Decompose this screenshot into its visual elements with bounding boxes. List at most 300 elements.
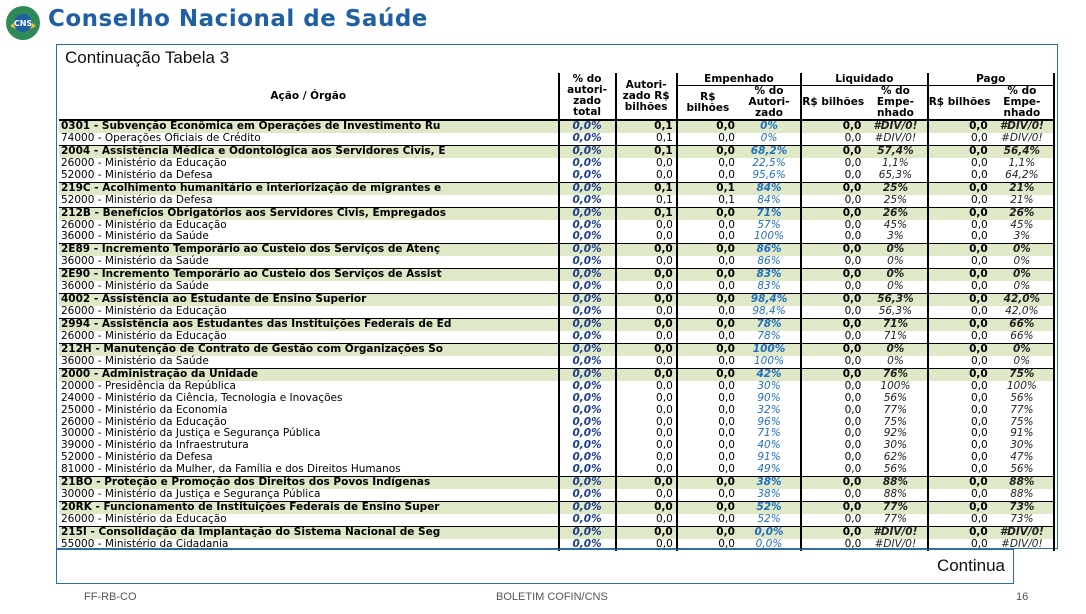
cell-liq: 0,0 bbox=[801, 368, 864, 380]
cell-pct: 0,0% bbox=[559, 231, 616, 243]
cell-emp: 0,1 bbox=[677, 182, 738, 194]
cell-pct: 0,0% bbox=[559, 381, 616, 393]
cell-pct: 0,0% bbox=[559, 539, 616, 551]
cell-emp: 0,0 bbox=[677, 381, 738, 393]
cell-emp: 0,0 bbox=[677, 452, 738, 464]
table-row-orgao bbox=[59, 405, 1054, 417]
cell-aut: 0,0 bbox=[616, 381, 677, 393]
cell-pct: 0,0% bbox=[559, 319, 616, 331]
cell-aut: 0,0 bbox=[616, 489, 677, 501]
table-row-orgao bbox=[59, 464, 1054, 476]
cell-aut: 0,0 bbox=[616, 405, 677, 417]
cell-emp: 0,0 bbox=[677, 120, 738, 133]
brand-title: Conselho Nacional de Saúde bbox=[48, 6, 428, 32]
cell-emp-pct: 38% bbox=[738, 477, 801, 489]
cell-pct: 0,0% bbox=[559, 440, 616, 452]
col-header-acao: Ação / Órgão bbox=[59, 73, 559, 120]
table-row-orgao bbox=[59, 356, 1054, 368]
cell-emp-pct: 38% bbox=[757, 488, 781, 501]
cell-pct: 0,0% bbox=[559, 405, 616, 417]
cell-emp-pct: 71% bbox=[757, 427, 781, 440]
cell-emp-pct: 0,0% bbox=[755, 537, 783, 550]
cell-liq: 0,0 bbox=[801, 170, 864, 182]
cell-aut: 0,0 bbox=[616, 502, 677, 514]
cell-emp-pct: 83% bbox=[757, 280, 781, 293]
cell-pago: 0,0 bbox=[928, 231, 991, 243]
cell-pago-pct: #DIV/0! bbox=[991, 133, 1054, 145]
cell-liq-pct: 88% bbox=[864, 477, 927, 489]
cell-pct: 0,0% bbox=[559, 356, 616, 368]
cell-pago-pct: 66% bbox=[991, 319, 1054, 331]
cell-pct: 0,0% bbox=[559, 170, 616, 182]
cell-pago-pct: 45% bbox=[991, 220, 1054, 232]
cell-liq-pct: 57,4% bbox=[864, 145, 927, 157]
cell-pago-pct: 0% bbox=[991, 269, 1054, 281]
cell-label: 2E89 - Incremento Temporário ao Custeio dos Serviços de Atenç bbox=[59, 244, 559, 256]
cell-liq-pct: 62% bbox=[883, 451, 908, 464]
cell-pago: 0,0 bbox=[928, 319, 991, 331]
cell-pago: 0,0 bbox=[928, 502, 991, 514]
cell-emp-pct: 84% bbox=[757, 193, 781, 206]
table-row-acao bbox=[59, 526, 1054, 538]
cell-pago-pct: #DIV/0! bbox=[991, 120, 1054, 133]
cell-liq: 0,0 bbox=[801, 294, 864, 306]
cell-pct: 0,0% bbox=[559, 428, 616, 440]
cell-pago-pct: 30% bbox=[991, 440, 1054, 452]
cell-liq-pct: 71% bbox=[883, 329, 908, 342]
cell-pago-pct: 26% bbox=[991, 207, 1054, 219]
cell-emp: 0,0 bbox=[677, 244, 738, 256]
cell-pct: 0,0% bbox=[559, 343, 616, 355]
table-row-orgao bbox=[59, 331, 1054, 343]
cell-liq: 0,0 bbox=[801, 502, 864, 514]
cell-emp-pct: 83% bbox=[738, 269, 801, 281]
budget-table bbox=[59, 73, 1055, 551]
col-group-pago: Pago bbox=[928, 73, 1054, 86]
cell-aut: 0,0 bbox=[616, 539, 677, 551]
cell-pago-pct: 88% bbox=[991, 489, 1054, 501]
cell-pago-pct: 100% bbox=[991, 381, 1054, 393]
cell-label: 0301 - Subvenção Econômica em Operações de Investimento Ru bbox=[59, 120, 559, 133]
cell-emp-pct: 78% bbox=[757, 329, 781, 342]
content-panel bbox=[56, 44, 1058, 549]
cell-aut: 0,0 bbox=[616, 294, 677, 306]
cell-aut: 0,0 bbox=[616, 393, 677, 405]
table-body bbox=[59, 120, 1054, 551]
cell-pago: 0,0 bbox=[928, 158, 991, 170]
cell-emp: 0,0 bbox=[677, 158, 738, 170]
cell-emp: 0,0 bbox=[677, 393, 738, 405]
cell-aut: 0,0 bbox=[616, 244, 677, 256]
cell-liq-pct: #DIV/0! bbox=[864, 526, 927, 538]
cell-pct: 0,0% bbox=[559, 120, 616, 133]
cell-aut: 0,0 bbox=[616, 319, 677, 331]
cell-aut: 0,0 bbox=[616, 417, 677, 429]
cell-pago-pct: 64,2% bbox=[991, 170, 1054, 182]
cell-liq-pct: 45% bbox=[883, 218, 908, 231]
cell-label: 36000 - Ministério da Saúde bbox=[61, 280, 209, 293]
cell-pago: 0,0 bbox=[928, 405, 991, 417]
cell-emp-pct: 57% bbox=[757, 218, 781, 231]
cell-emp: 0,0 bbox=[677, 331, 738, 343]
cell-emp: 0,0 bbox=[677, 145, 738, 157]
cell-liq: 0,0 bbox=[801, 145, 864, 157]
cell-liq: 0,0 bbox=[801, 539, 864, 551]
cell-label: 26000 - Ministério da Educação bbox=[61, 513, 227, 526]
col-header-liquidado-pct: % do Empe-nhado bbox=[864, 86, 927, 121]
cell-liq: 0,0 bbox=[801, 331, 864, 343]
cell-aut: 0,1 bbox=[616, 195, 677, 207]
cell-label: 219C - Acolhimento humanitário e interiorização de migrantes e bbox=[59, 182, 559, 194]
table-row-orgao bbox=[59, 158, 1054, 170]
cell-pago: 0,0 bbox=[928, 356, 991, 368]
page-number: 16 bbox=[1016, 591, 1029, 603]
col-header-empenhado-pct: % do Autori-zado bbox=[738, 86, 801, 121]
continua-box bbox=[56, 549, 1014, 584]
cell-pago: 0,0 bbox=[928, 331, 991, 343]
cell-aut: 0,0 bbox=[616, 220, 677, 232]
cell-pct: 0,0% bbox=[559, 244, 616, 256]
cell-pago: 0,0 bbox=[928, 244, 991, 256]
cell-pago: 0,0 bbox=[928, 464, 991, 476]
cell-liq: 0,0 bbox=[801, 477, 864, 489]
cell-emp-pct: 30% bbox=[757, 379, 781, 392]
cell-liq: 0,0 bbox=[801, 393, 864, 405]
cell-liq: 0,0 bbox=[801, 489, 864, 501]
cell-pct: 0,0% bbox=[559, 417, 616, 429]
cell-liq: 0,0 bbox=[801, 526, 864, 538]
cell-label: 39000 - Ministério da Infraestrutura bbox=[61, 439, 249, 452]
logo-text: CNS bbox=[13, 19, 33, 28]
cell-emp-pct: 100% bbox=[738, 343, 801, 355]
cell-aut: 0,0 bbox=[616, 158, 677, 170]
cell-emp: 0,0 bbox=[677, 502, 738, 514]
cell-pago: 0,0 bbox=[928, 269, 991, 281]
cell-liq-pct: 0% bbox=[864, 269, 927, 281]
cell-emp: 0,0 bbox=[677, 514, 738, 526]
cell-pago: 0,0 bbox=[928, 120, 991, 133]
cell-label: 26000 - Ministério da Educação bbox=[61, 305, 227, 318]
cell-liq-pct: #DIV/0! bbox=[874, 537, 917, 550]
cell-pago: 0,0 bbox=[928, 343, 991, 355]
cell-aut: 0,0 bbox=[616, 231, 677, 243]
cell-pago-pct: 91% bbox=[991, 428, 1054, 440]
cell-liq: 0,0 bbox=[801, 269, 864, 281]
cell-emp: 0,0 bbox=[677, 207, 738, 219]
cell-aut: 0,0 bbox=[616, 514, 677, 526]
cell-pago: 0,0 bbox=[928, 393, 991, 405]
cell-pago-pct: 73% bbox=[991, 502, 1054, 514]
cell-pct: 0,0% bbox=[559, 464, 616, 476]
cell-aut: 0,1 bbox=[616, 120, 677, 133]
cell-liq-pct: 92% bbox=[883, 427, 908, 440]
cell-pago: 0,0 bbox=[928, 220, 991, 232]
cell-pago: 0,0 bbox=[928, 281, 991, 293]
table-row-orgao bbox=[59, 393, 1054, 405]
cell-liq: 0,0 bbox=[801, 207, 864, 219]
cell-pago: 0,0 bbox=[928, 207, 991, 219]
cell-pago: 0,0 bbox=[928, 539, 991, 551]
cell-liq: 0,0 bbox=[801, 306, 864, 318]
cell-emp-pct: 71% bbox=[738, 207, 801, 219]
col-header-pct-autorizado-total: % do autori-zado total bbox=[559, 73, 616, 120]
col-header-pago-rs: R$ bilhões bbox=[928, 86, 991, 121]
table-row-acao bbox=[59, 145, 1054, 157]
cell-emp-pct: 32% bbox=[757, 403, 781, 416]
cell-label: 36000 - Ministério da Saúde bbox=[61, 255, 209, 268]
cell-emp: 0,0 bbox=[677, 306, 738, 318]
cell-emp-pct: 91% bbox=[757, 451, 781, 464]
table-row-orgao bbox=[59, 281, 1054, 293]
cell-liq: 0,0 bbox=[801, 231, 864, 243]
cell-emp: 0,0 bbox=[677, 464, 738, 476]
cell-label: 30000 - Ministério da Justiça e Segurança Pública bbox=[61, 488, 321, 501]
cell-emp-pct: 49% bbox=[757, 463, 781, 476]
cell-label: 36000 - Ministério da Saúde bbox=[61, 230, 209, 243]
cell-liq: 0,0 bbox=[801, 440, 864, 452]
cell-pct: 0,0% bbox=[559, 331, 616, 343]
cell-liq-pct: 71% bbox=[864, 319, 927, 331]
cell-pago: 0,0 bbox=[928, 440, 991, 452]
cell-label: 36000 - Ministério da Saúde bbox=[61, 354, 209, 367]
cell-emp: 0,0 bbox=[677, 489, 738, 501]
cell-pct: 0,0% bbox=[559, 182, 616, 194]
cell-pago-pct: #DIV/0! bbox=[991, 526, 1054, 538]
cell-pago: 0,0 bbox=[928, 477, 991, 489]
cell-pago-pct: 56% bbox=[991, 464, 1054, 476]
cell-pago-pct: 56% bbox=[991, 393, 1054, 405]
table-row-orgao bbox=[59, 170, 1054, 182]
cell-emp-pct: 42% bbox=[738, 368, 801, 380]
cell-pct: 0,0% bbox=[559, 477, 616, 489]
cell-pct: 0,0% bbox=[559, 526, 616, 538]
cell-pct: 0,0% bbox=[559, 269, 616, 281]
cell-label: 26000 - Ministério da Educação bbox=[61, 156, 227, 169]
cell-emp: 0,0 bbox=[677, 343, 738, 355]
cell-liq-pct: 75% bbox=[883, 415, 908, 428]
cell-pago-pct: 73% bbox=[991, 514, 1054, 526]
cell-pago-pct: 88% bbox=[991, 477, 1054, 489]
cell-liq: 0,0 bbox=[801, 381, 864, 393]
table-row-orgao bbox=[59, 256, 1054, 268]
cell-pago: 0,0 bbox=[928, 256, 991, 268]
col-header-pago-pct: % do Empe-nhado bbox=[991, 86, 1054, 121]
cell-aut: 0,0 bbox=[616, 343, 677, 355]
cell-pago-pct: 0% bbox=[991, 343, 1054, 355]
cell-emp-pct: 22,5% bbox=[752, 156, 786, 169]
cell-emp: 0,0 bbox=[677, 231, 738, 243]
cell-pago: 0,0 bbox=[928, 489, 991, 501]
cell-label: 26000 - Ministério da Educação bbox=[61, 329, 227, 342]
cell-aut: 0,0 bbox=[616, 428, 677, 440]
cell-pago-pct: 75% bbox=[991, 417, 1054, 429]
table-row-acao bbox=[59, 182, 1054, 194]
cell-pago: 0,0 bbox=[928, 294, 991, 306]
cell-liq: 0,0 bbox=[801, 356, 864, 368]
table-row-acao bbox=[59, 207, 1054, 219]
table-row-orgao bbox=[59, 231, 1054, 243]
cell-pago: 0,0 bbox=[928, 195, 991, 207]
cell-emp: 0,0 bbox=[677, 269, 738, 281]
cell-emp-pct: 95,6% bbox=[752, 168, 786, 181]
cell-liq-pct: 3% bbox=[887, 230, 904, 243]
cell-pago: 0,0 bbox=[928, 133, 991, 145]
cell-emp-pct: 52% bbox=[757, 513, 781, 526]
cell-label: 81000 - Ministério da Mulher, da Família e dos Direitos Humanos bbox=[61, 463, 401, 476]
cell-pago-pct: 0% bbox=[991, 281, 1054, 293]
cell-liq: 0,0 bbox=[801, 133, 864, 145]
cell-label: 26000 - Ministério da Educação bbox=[61, 415, 227, 428]
cell-emp-pct: 68,2% bbox=[738, 145, 801, 157]
cell-label: 2004 - Assistência Médica e Odontológica aos Servidores Civis, E bbox=[59, 145, 559, 157]
cell-pct: 0,0% bbox=[559, 489, 616, 501]
cell-liq-pct: 77% bbox=[864, 502, 927, 514]
footer-left: FF-RB-CO bbox=[84, 591, 137, 603]
cell-aut: 0,1 bbox=[616, 207, 677, 219]
cell-liq-pct: 0% bbox=[887, 255, 904, 268]
cell-emp: 0,0 bbox=[677, 170, 738, 182]
cell-liq: 0,0 bbox=[801, 182, 864, 194]
cell-emp: 0,0 bbox=[677, 294, 738, 306]
cell-pct: 0,0% bbox=[559, 145, 616, 157]
cell-liq-pct: 25% bbox=[864, 182, 927, 194]
cell-label: 30000 - Ministério da Justiça e Segurança Pública bbox=[61, 427, 321, 440]
cell-pago: 0,0 bbox=[928, 428, 991, 440]
cell-emp: 0,0 bbox=[677, 477, 738, 489]
cell-liq-pct: 30% bbox=[883, 439, 908, 452]
cell-pct: 0,0% bbox=[559, 306, 616, 318]
cell-aut: 0,0 bbox=[616, 356, 677, 368]
cell-emp-pct: 100% bbox=[753, 354, 785, 367]
cell-aut: 0,1 bbox=[616, 182, 677, 194]
cell-pago-pct: 21% bbox=[991, 195, 1054, 207]
table-row-orgao bbox=[59, 514, 1054, 526]
cell-emp: 0,0 bbox=[677, 368, 738, 380]
cell-emp-pct: 0% bbox=[760, 131, 778, 144]
cell-liq: 0,0 bbox=[801, 244, 864, 256]
cell-emp-pct: 100% bbox=[753, 230, 785, 243]
cell-pago-pct: 42,0% bbox=[991, 306, 1054, 318]
cell-liq-pct: 56% bbox=[883, 463, 908, 476]
cell-pago-pct: #DIV/0! bbox=[991, 539, 1054, 551]
cell-emp: 0,0 bbox=[677, 256, 738, 268]
cell-label: 52000 - Ministério da Defesa bbox=[61, 193, 213, 206]
cell-pct: 0,0% bbox=[559, 393, 616, 405]
table-row-orgao bbox=[59, 489, 1054, 501]
cell-pct: 0,0% bbox=[559, 294, 616, 306]
col-header-liquidado-rs: R$ bilhões bbox=[801, 86, 864, 121]
cell-liq: 0,0 bbox=[801, 405, 864, 417]
table-row-orgao bbox=[59, 195, 1054, 207]
cell-label: 212B - Benefícios Obrigatórios aos Servidores Civis, Empregados bbox=[59, 207, 559, 219]
cell-pago-pct: 3% bbox=[991, 231, 1054, 243]
cell-liq: 0,0 bbox=[801, 158, 864, 170]
cell-liq-pct: 0% bbox=[887, 354, 904, 367]
cell-aut: 0,0 bbox=[616, 306, 677, 318]
cell-pago-pct: 75% bbox=[991, 368, 1054, 380]
footer-center: BOLETIM COFIN/CNS bbox=[496, 591, 608, 603]
cell-pct: 0,0% bbox=[559, 195, 616, 207]
cell-liq-pct: 0% bbox=[864, 343, 927, 355]
table-row-acao bbox=[59, 368, 1054, 380]
cell-liq: 0,0 bbox=[801, 120, 864, 133]
cell-label: 25000 - Ministério da Economia bbox=[61, 403, 228, 416]
cell-liq: 0,0 bbox=[801, 417, 864, 429]
cell-emp: 0,0 bbox=[677, 440, 738, 452]
cell-emp-pct: 84% bbox=[738, 182, 801, 194]
cell-label: 21BO - Proteção e Promoção dos Direitos dos Povos Indígenas bbox=[59, 477, 559, 489]
cell-liq: 0,0 bbox=[801, 220, 864, 232]
cell-aut: 0,0 bbox=[616, 452, 677, 464]
cell-emp-pct: 0,0% bbox=[738, 526, 801, 538]
table-row-acao bbox=[59, 343, 1054, 355]
cell-aut: 0,0 bbox=[616, 281, 677, 293]
panel-title: Continuação Tabela 3 bbox=[65, 48, 230, 67]
cell-label: 215I - Consolidação da Implantação do Sistema Nacional de Seg bbox=[59, 526, 559, 538]
cell-pago-pct: 47% bbox=[991, 452, 1054, 464]
cell-emp: 0,0 bbox=[677, 417, 738, 429]
col-group-empenhado: Empenhado bbox=[677, 73, 801, 86]
cell-liq: 0,0 bbox=[801, 452, 864, 464]
cns-logo-icon bbox=[4, 4, 42, 42]
cell-liq-pct: 26% bbox=[864, 207, 927, 219]
cell-emp: 0,0 bbox=[677, 319, 738, 331]
cell-pct: 0,0% bbox=[559, 158, 616, 170]
cell-liq-pct: 100% bbox=[880, 379, 911, 392]
cell-pago: 0,0 bbox=[928, 526, 991, 538]
cell-label: 52000 - Ministério da Defesa bbox=[61, 451, 213, 464]
cell-pago-pct: 0% bbox=[991, 244, 1054, 256]
cell-liq: 0,0 bbox=[801, 514, 864, 526]
col-header-empenhado-rs: R$ bilhões bbox=[677, 86, 738, 121]
cell-aut: 0,0 bbox=[616, 269, 677, 281]
cell-liq: 0,0 bbox=[801, 428, 864, 440]
cell-pago-pct: 66% bbox=[991, 331, 1054, 343]
cell-label: 20RK - Funcionamento de Instituições Federais de Ensino Super bbox=[59, 502, 559, 514]
cell-pago: 0,0 bbox=[928, 514, 991, 526]
cell-emp-pct: 0% bbox=[738, 120, 801, 133]
cell-liq-pct: 56% bbox=[883, 391, 908, 404]
cell-pago-pct: 0% bbox=[991, 256, 1054, 268]
cell-pct: 0,0% bbox=[559, 514, 616, 526]
cell-pago-pct: 21% bbox=[991, 182, 1054, 194]
cell-label: 24000 - Ministério da Ciência, Tecnologia e Inovações bbox=[61, 391, 343, 404]
cell-pago: 0,0 bbox=[928, 145, 991, 157]
cell-aut: 0,0 bbox=[616, 170, 677, 182]
cell-pago-pct: 56,4% bbox=[991, 145, 1054, 157]
cell-emp: 0,0 bbox=[677, 539, 738, 551]
cell-emp: 0,0 bbox=[677, 133, 738, 145]
cell-emp: 0,0 bbox=[677, 526, 738, 538]
table-row-acao bbox=[59, 120, 1054, 133]
cell-liq: 0,0 bbox=[801, 195, 864, 207]
cell-emp-pct: 78% bbox=[738, 319, 801, 331]
cell-emp-pct: 86% bbox=[738, 244, 801, 256]
cell-pago-pct: 1,1% bbox=[991, 158, 1054, 170]
cell-liq-pct: 77% bbox=[883, 403, 908, 416]
cell-emp-pct: 52% bbox=[738, 502, 801, 514]
cell-label: 2994 - Assistência aos Estudantes das Instituições Federais de Ed bbox=[59, 319, 559, 331]
cell-emp-pct: 86% bbox=[757, 255, 781, 268]
cell-label: 52000 - Ministério da Defesa bbox=[61, 168, 213, 181]
cell-pago: 0,0 bbox=[928, 182, 991, 194]
cell-pago: 0,0 bbox=[928, 417, 991, 429]
cell-label: 4002 - Assistência ao Estudante de Ensino Superior bbox=[59, 294, 559, 306]
cell-emp: 0,0 bbox=[677, 405, 738, 417]
cell-pago: 0,0 bbox=[928, 381, 991, 393]
cell-emp: 0,0 bbox=[677, 281, 738, 293]
cell-pct: 0,0% bbox=[559, 452, 616, 464]
